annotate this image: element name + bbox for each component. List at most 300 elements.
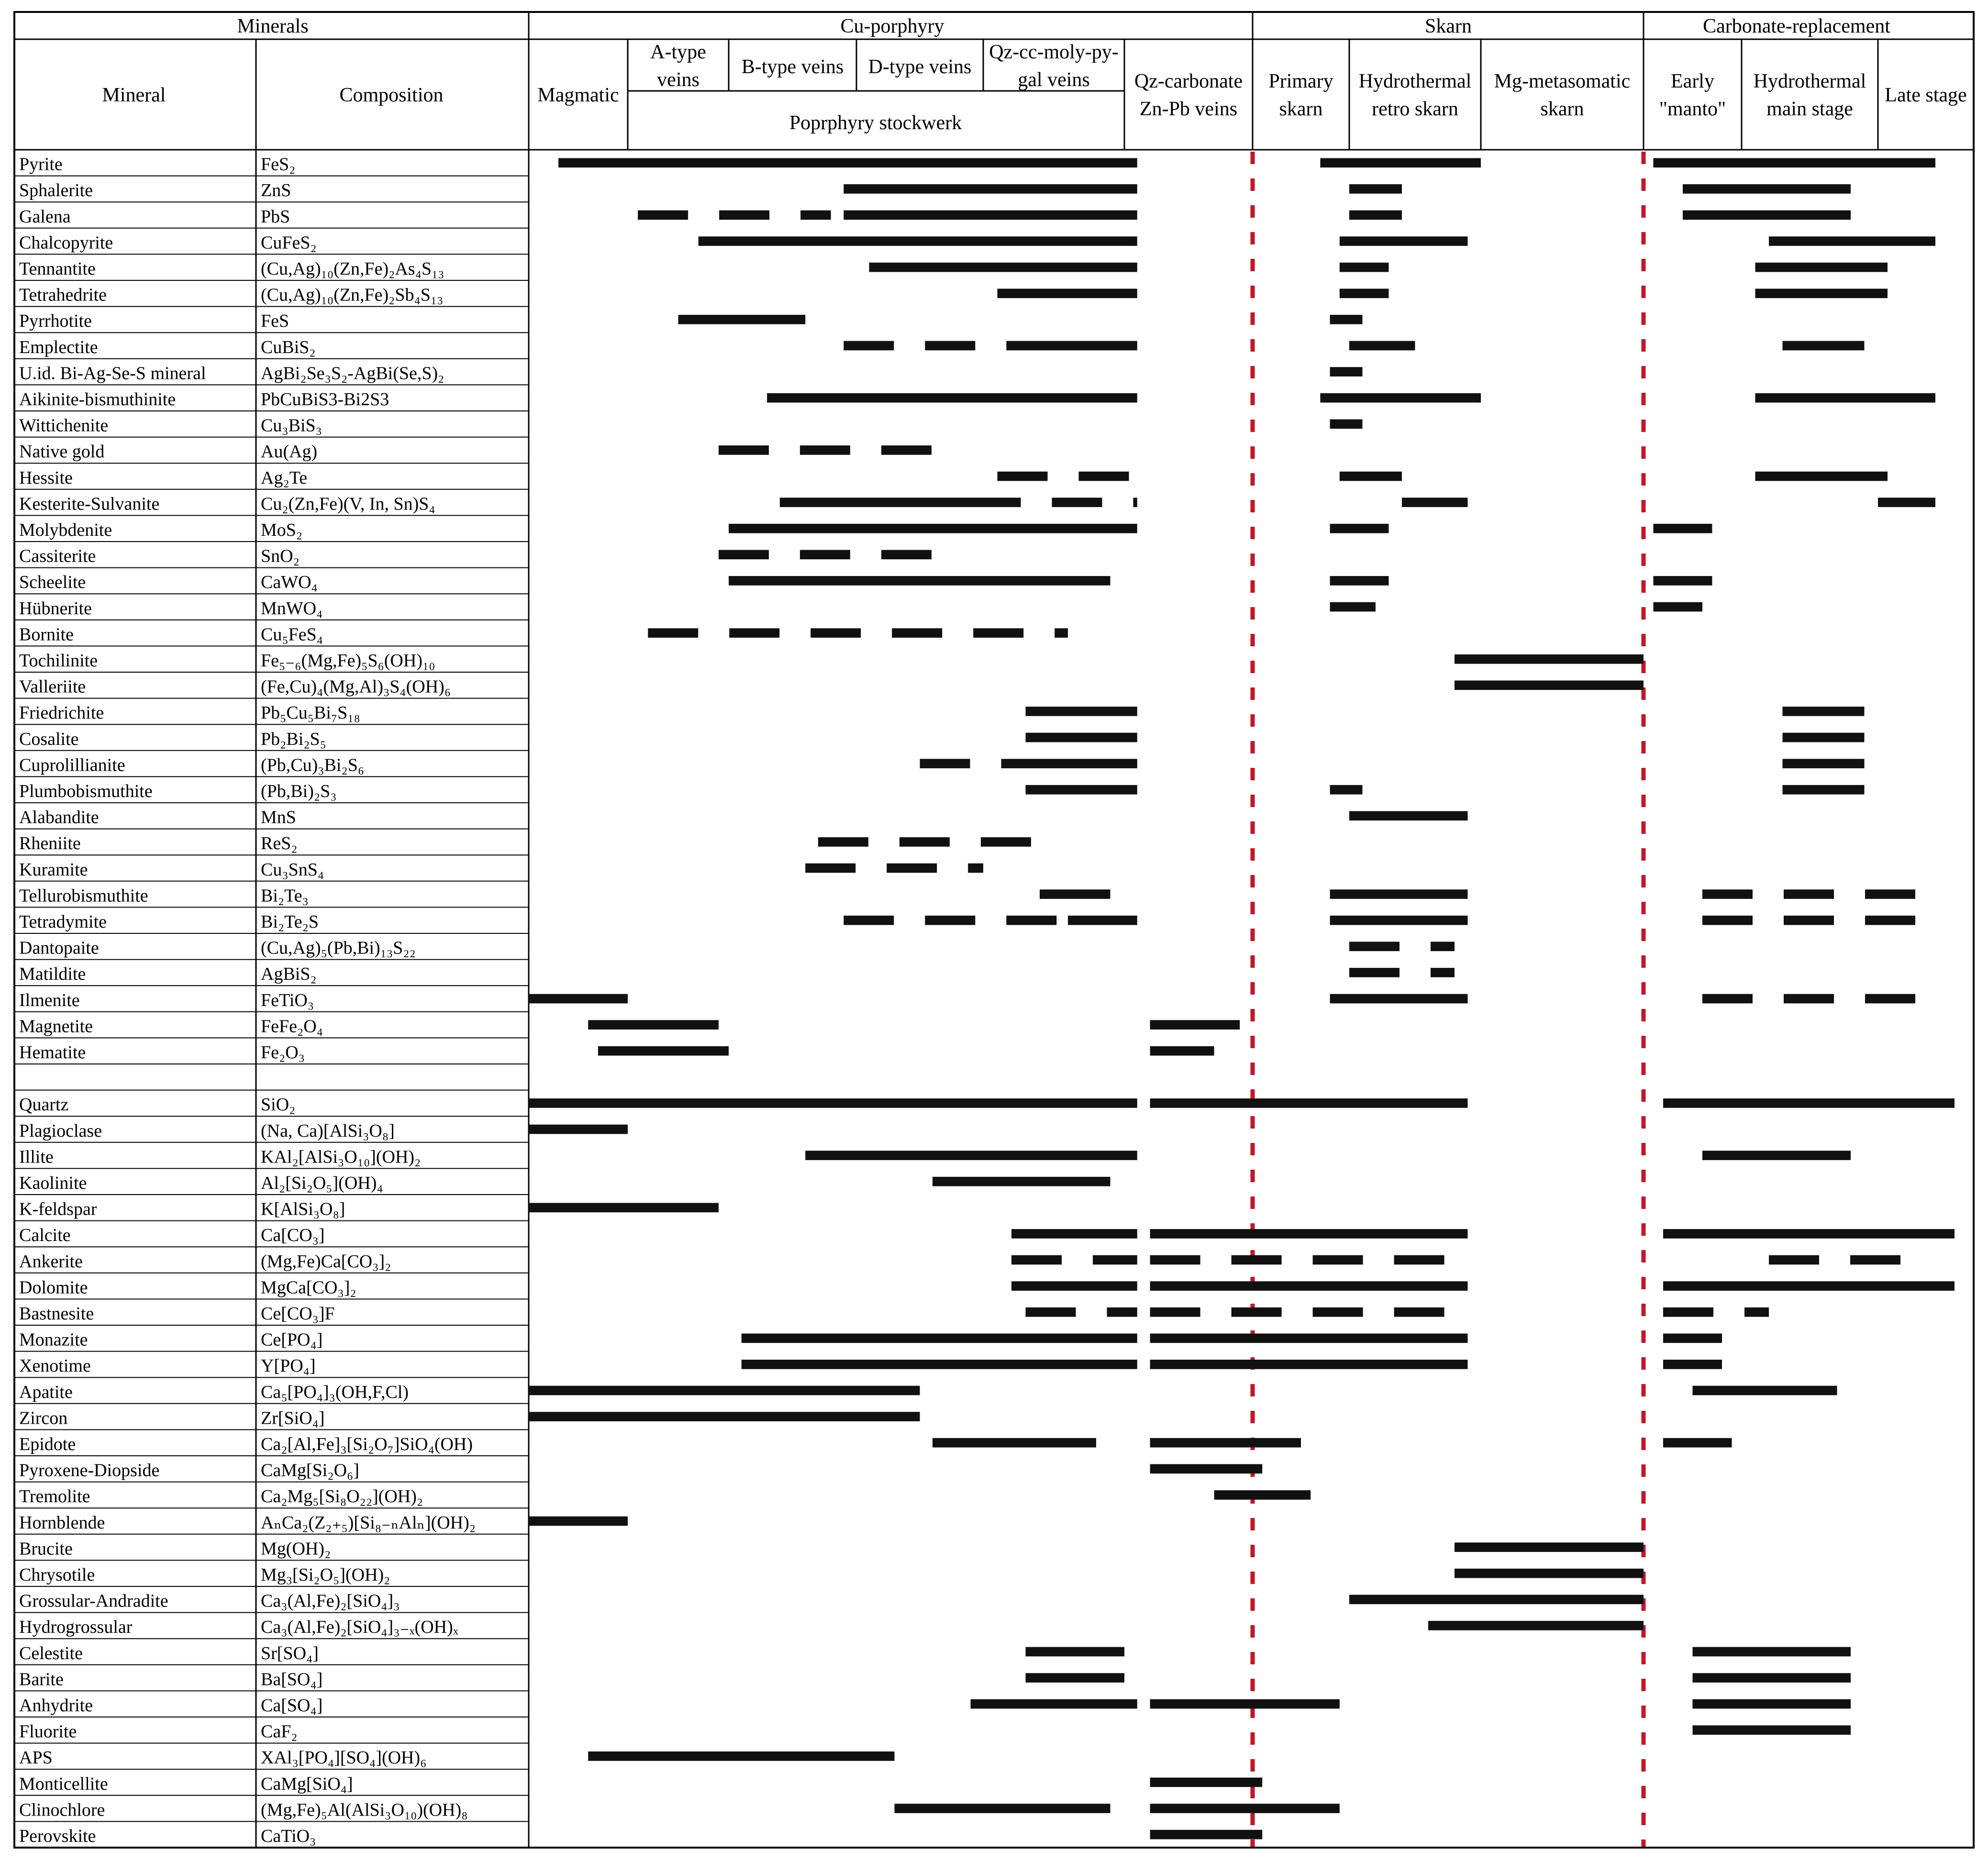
occurrence-bar: [805, 1151, 1137, 1160]
mineral-composition: Bi₂Te₂S: [261, 912, 319, 932]
occurrence-dash: [1349, 968, 1399, 977]
occurrence-bar: [1349, 811, 1468, 820]
occurrence-bar: [1340, 288, 1389, 298]
occurrence-bar: [1663, 1281, 1955, 1291]
occurrence-dash: [638, 210, 688, 220]
mineral-name: Dantopaite: [19, 938, 99, 958]
occurrence-bar: [1026, 733, 1137, 742]
occurrence-dash: [981, 837, 1031, 847]
mineral-composition: Fe₂O₃: [261, 1042, 305, 1063]
occurrence-bar: [1330, 524, 1389, 533]
occurrence-dash: [1654, 602, 1703, 612]
mineral-name: Ankerite: [19, 1251, 83, 1272]
occurrence-dash: [800, 445, 850, 455]
mineral-name: Kuramite: [19, 859, 88, 880]
occurrence-dash: [1784, 994, 1834, 1004]
occurrence-bar: [529, 1203, 719, 1212]
mineral-composition: Ca₃(Al,Fe)₂[SiO₄]₃: [261, 1591, 400, 1611]
occurrence-dash: [1107, 1307, 1137, 1317]
header-minerals: Minerals: [237, 15, 309, 37]
occurrence-bar: [1026, 759, 1137, 768]
occurrence-dash: [1850, 1255, 1900, 1265]
occurrence-dash: [1702, 889, 1753, 899]
occurrence-bar: [1783, 733, 1865, 742]
occurrence-bar: [1349, 341, 1415, 351]
mineral-composition: XAl₃[PO₄][SO₄](OH)₆: [261, 1748, 427, 1768]
occurrence-bar: [1455, 1569, 1644, 1578]
occurrence-dash: [971, 498, 1021, 507]
mineral-name: Tetradymite: [19, 912, 107, 932]
occurrence-bar: [1040, 889, 1111, 899]
mineral-name: Pyroxene-Diopside: [19, 1460, 160, 1481]
mineral-name: Tetrahedrite: [19, 285, 107, 305]
mineral-composition: CuFeS₂: [261, 233, 317, 253]
occurrence-dash: [1349, 942, 1399, 951]
occurrence-bar: [1663, 1098, 1955, 1108]
mineral-name: Apatite: [19, 1382, 73, 1402]
occurrence-bar: [1068, 916, 1137, 925]
occurrence-dash: [1431, 968, 1455, 977]
occurrence-bar: [1755, 472, 1888, 481]
stage-label: Qz-cc-moly-py-: [989, 41, 1119, 63]
mineral-composition: Cu₃SnS₄: [261, 859, 324, 880]
occurrence-bar: [1150, 1830, 1263, 1839]
occurrence-dash: [805, 864, 855, 873]
occurrence-dash: [729, 628, 779, 638]
mineral-composition: Zr[SiO₄]: [261, 1408, 325, 1429]
mineral-name: Barite: [19, 1669, 64, 1690]
occurrence-bar: [529, 1412, 920, 1421]
mineral-composition: SnO₂: [261, 546, 300, 566]
occurrence-dash: [881, 550, 932, 559]
mineral-composition: Ca₂Mg₅[Si₈O₂₂](OH)₂: [261, 1486, 423, 1507]
occurrence-bar: [1878, 498, 1935, 507]
mineral-name: K-feldspar: [19, 1199, 97, 1219]
occurrence-bar: [529, 1386, 920, 1396]
occurrence-bar: [1693, 1386, 1837, 1396]
mineral-name: Rheniite: [19, 833, 81, 854]
mineral-composition: PbS: [261, 206, 290, 227]
occurrence-dash: [1006, 916, 1056, 925]
occurrence-dash: [1865, 916, 1915, 925]
header-stockwerk: Poprphyry stockwerk: [789, 112, 962, 134]
occurrence-bar: [1150, 1281, 1468, 1291]
occurrence-bar: [1340, 263, 1389, 272]
occurrence-bar: [1150, 1464, 1263, 1473]
mineral-name: Kesterite-Sulvanite: [19, 494, 160, 514]
mineral-name: Chrysotile: [19, 1565, 95, 1585]
mineral-composition: Fe₅₋₆(Mg,Fe)₅S₆(OH)₁₀: [261, 651, 435, 671]
mineral-name: Pyrrhotite: [19, 311, 92, 332]
mineral-composition: Ca[SO₄]: [261, 1695, 323, 1716]
mineral-name: Kaolinite: [19, 1173, 87, 1193]
occurrence-dash: [1150, 1255, 1200, 1265]
mineral-composition: Ca₃(Al,Fe)₂[SiO₄]₃₋ₓ(OH)ₓ: [261, 1617, 458, 1638]
occurrence-bar: [1402, 498, 1468, 507]
occurrence-dash: [1394, 1255, 1444, 1265]
occurrence-bar: [1150, 1778, 1263, 1787]
mineral-composition: Ag₂Te: [261, 467, 308, 488]
occurrence-bar: [1755, 393, 1936, 403]
occurrence-bar: [1330, 889, 1468, 899]
occurrence-dash: [925, 341, 975, 351]
mineral-name: Tellurobismuthite: [19, 886, 148, 906]
mineral-name: Matildite: [19, 964, 86, 985]
occurrence-bar: [1011, 1281, 1137, 1291]
occurrence-dash: [1006, 341, 1054, 351]
mineral-name: Valleriite: [19, 676, 86, 697]
occurrence-bar: [1330, 315, 1363, 324]
mineral-name: Epidote: [19, 1434, 76, 1454]
mineral-name: Illite: [19, 1147, 54, 1167]
mineral-name: Tennantite: [19, 259, 96, 279]
mineral-composition: Bi₂Te₃: [261, 886, 309, 906]
occurrence-bar: [1150, 1360, 1468, 1369]
occurrence-dash: [998, 472, 1048, 481]
mineral-name: Cosalite: [19, 729, 79, 749]
mineral-composition: Sr[SO₄]: [261, 1643, 319, 1663]
mineral-name: Hübnerite: [19, 598, 92, 619]
occurrence-dash: [719, 550, 769, 559]
mineral-composition: MoS₂: [261, 520, 303, 540]
stage-label: skarn: [1279, 98, 1323, 120]
mineral-composition: Ce[PO₄]: [261, 1329, 323, 1350]
mineral-name: Bastnesite: [19, 1304, 94, 1324]
occurrence-bar: [1693, 1647, 1851, 1657]
occurrence-bar: [1214, 1490, 1311, 1500]
occurrence-dash: [719, 210, 769, 220]
occurrence-bar: [1026, 707, 1137, 716]
mineral-name: Tremolite: [19, 1486, 90, 1507]
mineral-name: Emplectite: [19, 337, 98, 357]
occurrence-dash: [1865, 889, 1915, 899]
stage-label: Hydrothermal: [1753, 70, 1866, 92]
occurrence-dash: [844, 916, 894, 925]
occurrence-bar: [1769, 236, 1935, 246]
occurrence-dash: [1394, 1307, 1444, 1317]
stage-label: Late stage: [1885, 84, 1967, 106]
mineral-name: Monticellite: [19, 1773, 108, 1794]
occurrence-bar: [1693, 1725, 1851, 1735]
mineral-composition: ZnS: [261, 180, 291, 201]
mineral-composition: CaWO₄: [261, 572, 318, 593]
mineral-name: Anhydrite: [19, 1695, 93, 1716]
occurrence-bar: [529, 1098, 1137, 1108]
occurrence-bar: [1455, 680, 1644, 690]
occurrence-bar: [1783, 759, 1865, 768]
occurrence-dash: [844, 341, 894, 351]
mineral-composition: Y[PO₄]: [261, 1356, 316, 1376]
mineral-name: Chalcopyrite: [19, 233, 113, 253]
occurrence-bar: [1783, 341, 1865, 351]
occurrence-bar: [869, 263, 1137, 272]
occurrence-dash: [887, 864, 937, 873]
occurrence-bar: [1320, 393, 1481, 403]
mineral-composition: Cu₃BiS₃: [261, 415, 322, 436]
mineral-name: Alabandite: [19, 807, 99, 828]
occurrence-bar: [844, 184, 1137, 194]
mineral-name: Hematite: [19, 1042, 86, 1063]
occurrence-dash: [1011, 1255, 1062, 1265]
occurrence-bar: [1683, 184, 1851, 194]
mineral-composition: Ca[CO₃]: [261, 1225, 325, 1246]
mineral-name: Ilmenite: [19, 990, 80, 1010]
mineral-composition: CaMg[Si₂O₆]: [261, 1460, 359, 1481]
occurrence-bar: [529, 1125, 628, 1134]
mineral-composition: (Pb,Cu)₃Bi₂S₆: [261, 755, 365, 775]
header-mineral: Mineral: [102, 84, 166, 106]
mineral-composition: MgCa[CO₃]₂: [261, 1277, 356, 1298]
header-group-cu-porphyry: Cu-porphyry: [840, 15, 944, 37]
occurrence-bar: [1150, 1098, 1468, 1108]
stage-label: Zn-Pb veins: [1139, 98, 1238, 120]
mineral-name: Cassiterite: [19, 546, 96, 566]
stage-label: main stage: [1766, 98, 1853, 120]
occurrence-dash: [881, 445, 932, 455]
mineral-name: Aikinite-bismuthinite: [19, 389, 176, 410]
stage-label: Hydrothermal: [1358, 70, 1472, 92]
occurrence-bar: [598, 1046, 729, 1056]
occurrence-dash: [1079, 472, 1129, 481]
mineral-composition: FeFe₂O₄: [261, 1016, 323, 1037]
occurrence-bar: [971, 1699, 1137, 1709]
occurrence-bar: [1330, 576, 1389, 586]
occurrence-bar: [558, 158, 1137, 167]
mineral-composition: ReS₂: [261, 833, 298, 854]
occurrence-bar: [1330, 785, 1363, 795]
occurrence-dash: [648, 628, 698, 638]
mineral-composition: CuBiS₂: [261, 337, 316, 357]
mineral-name: Plagioclase: [19, 1120, 102, 1141]
mineral-composition: (Mg,Fe)₅Al(AlSi₃O₁₀)(OH)₈: [261, 1800, 468, 1820]
mineral-composition: Mg₃[Si₂O₅](OH)₂: [261, 1565, 390, 1585]
occurrence-bar: [1330, 367, 1363, 377]
mineral-name: Galena: [19, 206, 71, 227]
occurrence-dash: [1784, 916, 1834, 925]
occurrence-dash: [1744, 1307, 1769, 1317]
occurrence-bar: [1150, 1699, 1340, 1709]
mineral-name: Monazite: [19, 1329, 88, 1350]
occurrence-dash: [1702, 916, 1753, 925]
mineral-name: Friedrichite: [19, 703, 104, 723]
mineral-composition: FeS: [261, 311, 289, 332]
occurrence-bar: [1455, 1542, 1644, 1552]
mineral-name: Scheelite: [19, 572, 86, 593]
occurrence-dash: [811, 628, 861, 638]
stage-label: Primary: [1268, 70, 1333, 92]
mineral-name: Hessite: [19, 467, 73, 488]
occurrence-dash: [1232, 1307, 1282, 1317]
occurrence-dash: [1001, 759, 1026, 768]
stage-label: Magmatic: [537, 84, 619, 106]
occurrence-bar: [1150, 1333, 1468, 1343]
occurrence-bar: [1150, 1229, 1468, 1239]
occurrence-bar: [780, 498, 971, 507]
mineral-rows: [14, 155, 529, 1846]
occurrence-dash: [1769, 1255, 1819, 1265]
occurrence-dash: [1313, 1255, 1363, 1265]
mineral-composition: Cu₂(Zn,Fe)(V, In, Sn)S₄: [261, 494, 435, 514]
mineral-composition: (Cu,Ag)₁₀(Zn,Fe)₂As₄S₁₃: [261, 259, 444, 279]
occurrence-bar: [1150, 1046, 1214, 1056]
occurrence-bar: [933, 1438, 1096, 1448]
mineral-name: Native gold: [19, 442, 105, 462]
mineral-name: Calcite: [19, 1225, 71, 1246]
occurrence-dash: [800, 550, 850, 559]
stage-label: Mg-metasomatic: [1494, 70, 1631, 92]
mineral-composition: SiO₂: [261, 1095, 296, 1115]
mineral-name: Bornite: [19, 624, 74, 645]
mineral-name: Hornblende: [19, 1512, 105, 1533]
occurrence-bar: [529, 994, 628, 1004]
mineral-name: Cuprolillianite: [19, 755, 125, 775]
mineral-name: Xenotime: [19, 1356, 91, 1376]
occurrence-dash: [1150, 1307, 1200, 1317]
mineral-composition: MnWO₄: [261, 598, 323, 619]
stage-label: Early: [1671, 70, 1714, 92]
occurrence-bar: [1654, 158, 1936, 167]
occurrence-bar: [1320, 158, 1481, 167]
occurrence-bar: [529, 1517, 628, 1526]
mineral-name: Tochilinite: [19, 651, 98, 671]
occurrence-dash: [1055, 628, 1068, 638]
mineral-name: Celestite: [19, 1643, 83, 1663]
mineral-name: Pyrite: [19, 154, 63, 175]
mineral-composition: AgBi₂Se₃S₂-AgBi(Se,S)₂: [261, 363, 444, 384]
occurrence-bar: [933, 1177, 1111, 1186]
occurrence-bar: [1663, 1360, 1722, 1369]
occurrence-bar: [1755, 288, 1888, 298]
occurrence-dash: [1052, 498, 1102, 507]
mineral-name: U.id. Bi-Ag-Se-S mineral: [19, 363, 206, 384]
stage-label: "manto": [1659, 98, 1726, 120]
occurrence-dash: [1313, 1307, 1363, 1317]
stage-label: skarn: [1540, 98, 1584, 120]
mineral-composition: Au(Ag): [261, 442, 318, 462]
mineral-composition: MnS: [261, 807, 296, 828]
occurrence-bar: [1663, 1438, 1732, 1448]
occurrence-bar: [1026, 785, 1137, 795]
occurrence-dash: [920, 759, 970, 768]
occurrence-bar: [1428, 1621, 1644, 1630]
mineral-composition: PbCuBiS3-Bi2S3: [261, 389, 389, 410]
mineral-name: Perovskite: [19, 1826, 96, 1846]
occurrence-dash: [1865, 994, 1915, 1004]
occurrence-dash: [968, 864, 983, 873]
mineral-composition: CaMg[SiO₄]: [261, 1773, 353, 1794]
occurrence-bar: [729, 524, 1137, 533]
occurrence-bar: [699, 236, 1137, 246]
occurrence-dash: [1232, 1255, 1282, 1265]
stage-label: A-type: [650, 41, 706, 63]
mineral-name: Molybdenite: [19, 520, 112, 540]
occurrence-dash: [1133, 498, 1137, 507]
stage-label: Qz-carbonate: [1134, 70, 1243, 92]
header-composition: Composition: [339, 84, 444, 106]
occurrence-bar: [1011, 1229, 1137, 1239]
occurrence-bar: [1330, 994, 1468, 1004]
mineral-composition: (Mg,Fe)Ca[CO₃]₂: [261, 1251, 391, 1272]
mineral-composition: Al₂[Si₂O₅](OH)₄: [261, 1173, 383, 1193]
occurrence-bar: [1150, 1020, 1240, 1030]
mineral-composition: FeS₂: [261, 154, 296, 175]
occurrence-bar: [1783, 707, 1865, 716]
occurrence-dash: [818, 837, 868, 847]
occurrence-dash: [1663, 1307, 1713, 1317]
stage-label: veins: [657, 69, 700, 91]
mineral-name: Dolomite: [19, 1277, 88, 1298]
occurrence-bar: [1755, 263, 1888, 272]
occurrence-dash: [800, 210, 831, 220]
occurrence-bar: [1654, 524, 1712, 533]
mineral-name: Quartz: [19, 1095, 69, 1115]
occurrence-bar: [1054, 341, 1137, 351]
occurrence-bar: [588, 1751, 894, 1761]
occurrence-bar: [1349, 184, 1402, 194]
stage-label: gal veins: [1018, 69, 1090, 91]
occurrence-bar: [1783, 785, 1865, 795]
mineral-composition: Ca₅[PO₄]₃(OH,F,Cl): [261, 1382, 409, 1402]
occurrence-dash: [892, 628, 942, 638]
occurrence-bar: [1693, 1699, 1851, 1709]
occurrence-bar: [742, 1333, 1137, 1343]
occurrence-bar: [998, 288, 1137, 298]
occurrence-bar: [1026, 1673, 1125, 1683]
occurrence-bar: [1150, 1804, 1340, 1813]
mineral-name: Hydrogrossular: [19, 1617, 133, 1638]
mineral-composition: FeTiO₃: [261, 990, 314, 1010]
mineral-name: Fluorite: [19, 1721, 77, 1742]
occurrence-dash: [1431, 942, 1455, 951]
occurrence-bar: [1340, 472, 1402, 481]
mineral-composition: Ca₂[Al,Fe]₃[Si₂O₇]SiO₄(OH): [261, 1434, 473, 1454]
occurrence-dash: [1330, 602, 1376, 612]
mineral-composition: (Fe,Cu)₄(Mg,Al)₃S₄(OH)₆: [261, 676, 451, 697]
mineral-name: Zircon: [19, 1408, 68, 1429]
occurrence-bar: [588, 1020, 719, 1030]
header-group-skarn: Skarn: [1425, 15, 1472, 37]
mineral-composition: Mg(OH)₂: [261, 1539, 331, 1559]
occurrence-bars: [529, 158, 1955, 1839]
mineral-composition: CaTiO₃: [261, 1826, 316, 1846]
mineral-composition: Cu₅FeS₄: [261, 624, 323, 645]
mineral-composition: (Na, Ca)[AlSi₃O₈]: [261, 1120, 395, 1141]
header-group-carbonate-replacement: Carbonate-replacement: [1703, 15, 1890, 37]
mineral-composition: AₙCa₂(Z₂₊₅)[Si₈₋ₙAlₙ](OH)₂: [261, 1512, 476, 1533]
mineral-composition: KAl₂[AlSi₃O₁₀](OH)₂: [261, 1147, 421, 1167]
mineral-name: APS: [19, 1748, 53, 1768]
mineral-name: Brucite: [19, 1539, 73, 1559]
mineral-name: Magnetite: [19, 1016, 93, 1037]
stage-label: B-type veins: [741, 56, 844, 78]
mineral-composition: Pb₂Bi₂S₅: [261, 729, 326, 749]
occurrence-bar: [1026, 1647, 1125, 1657]
mineral-name: Sphalerite: [19, 180, 93, 201]
stage-label: D-type veins: [868, 56, 972, 78]
mineral-composition: AgBiS₂: [261, 964, 317, 985]
mineral-composition: K[AlSi₃O₈]: [261, 1199, 345, 1219]
occurrence-bar: [1349, 1595, 1644, 1604]
occurrence-bar: [895, 1804, 1111, 1813]
mineral-name: Clinochlore: [19, 1800, 105, 1820]
occurrence-bar: [1150, 1438, 1301, 1448]
occurrence-bar: [1654, 576, 1712, 586]
mineral-composition: Ce[CO₃]F: [261, 1304, 335, 1324]
occurrence-bar: [1349, 210, 1402, 220]
occurrence-bar: [1663, 1229, 1955, 1239]
occurrence-bar: [767, 393, 1137, 403]
occurrence-bar: [1693, 1673, 1851, 1683]
